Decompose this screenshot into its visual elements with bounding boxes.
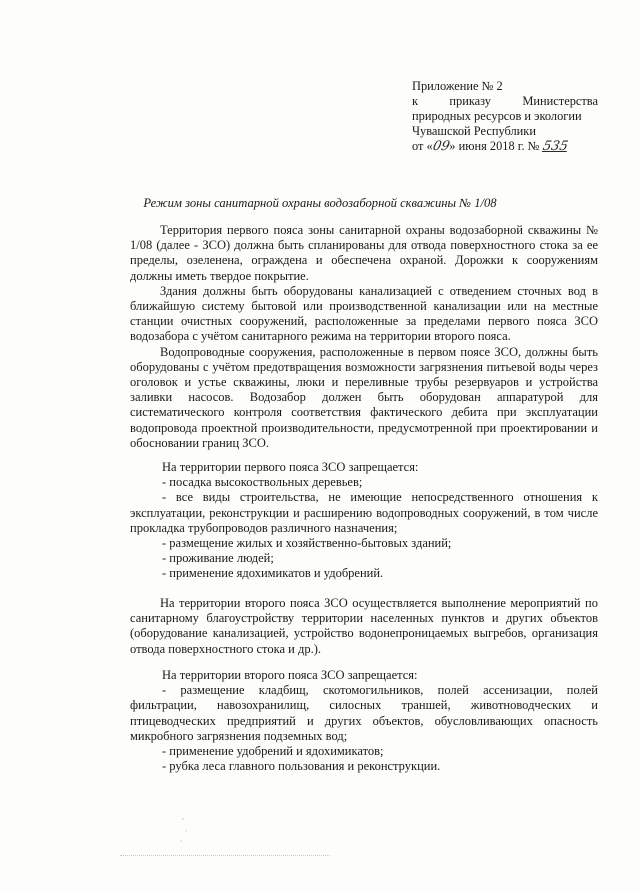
paragraph-buildings: Здания должны быть оборудованы канализацией с отведением сточных вод в ближайшую систему бытовой или производственной канализации или на местные станции очистных сооружений, расположенные за пределами первого пояса ЗСО водозабора с учётом санитарного режима на территории второго пояса. [130, 283, 598, 344]
scan-artifact-line [120, 855, 330, 857]
appendix-label: Приложение № 2 [412, 79, 503, 93]
section-second-belt-measures [130, 596, 598, 657]
appendix-order-ref: к приказу Министерства [412, 94, 598, 108]
section-second-belt-prohibitions [130, 668, 598, 774]
handwritten-day: 09 [431, 139, 451, 154]
list-item: - рубка леса главного пользования и реконструкции. [162, 759, 441, 774]
list-item: - проживание людей; [162, 551, 274, 566]
date-prefix: от « [412, 139, 433, 153]
paragraph-territory: Территория первого пояса зоны санитарной охраны водозаборной скважины № 1/08 (далее - ЗСО) должна быть спланированы для отвода поверхностного стока за ее пределы, озеленена, ограждена и обеспечена охраной. Дорожки к сооружениям должны иметь твердое покрытие. [130, 223, 598, 283]
document-title: Режим зоны санитарной охраны водозаборной скважины № 1/08 [143, 196, 497, 210]
section-first-belt-prohibitions [130, 460, 598, 582]
list-item: - применение удобрений и ядохимикатов; [162, 744, 384, 759]
list-item: - все виды строительства, не имеющие непосредственного отношения к эксплуатации, реконструкции и расширению водопроводных сооружений, в том числе прокладка трубопроводов различного назначения; [130, 490, 598, 535]
list-item: - размещение кладбищ, скотомогильников, полей ассенизации, полей фильтрации, навозохранилищ, силосных траншей, животноводческих и птицеводческих предприятий и других объектов, обусловливающих опасность микробного загрязнения подземных вод; [130, 683, 598, 743]
paragraph-water-structures: Водопроводные сооружения, расположенные в первом поясе ЗСО, должны быть оборудованы с учётом предотвращения возможности загрязнения питьевой воды через оголовок и устье скважины, люки и переливные трубы резервуаров и устройства заливки насосов. Водозабор должен быть оборудован аппаратурой для систематического контроля соответствия фактического дебита при эксплуатации водопровода проектной производительности, предусмотренной при проектировании и обосновании границ ЗСО. [130, 344, 598, 450]
handwritten-order-number: 535 [541, 139, 570, 154]
list-item: - размещение жилых и хозяйственно-бытовых зданий; [162, 536, 452, 551]
appendix-republic: Чувашской Республики [412, 124, 536, 138]
second-belt-prohibitions-heading: На территории второго пояса ЗСО запрещается: [162, 668, 418, 682]
paragraph-second-belt-measures: На территории второго пояса ЗСО осуществляется выполнение мероприятий по санитарному благоустройству территории населенных пунктов и других объектов (оборудование канализацией, устройство водонепроницаемых выгребов, организация отвода поверхностного стока и др.). [130, 596, 598, 656]
appendix-ministry: природных ресурсов и экологии [412, 109, 582, 123]
first-belt-prohibitions-heading: На территории первого пояса ЗСО запрещается: [162, 460, 419, 474]
scan-artifact-dots [175, 815, 195, 845]
list-item: - применение ядохимикатов и удобрений. [162, 566, 384, 581]
date-middle: » июня 2018 г. № [449, 139, 540, 153]
appendix-date-line [412, 139, 598, 154]
section-first-belt-requirements [130, 223, 598, 451]
appendix-header [412, 79, 598, 154]
list-item: - посадка высокоствольных деревьев; [162, 475, 363, 490]
